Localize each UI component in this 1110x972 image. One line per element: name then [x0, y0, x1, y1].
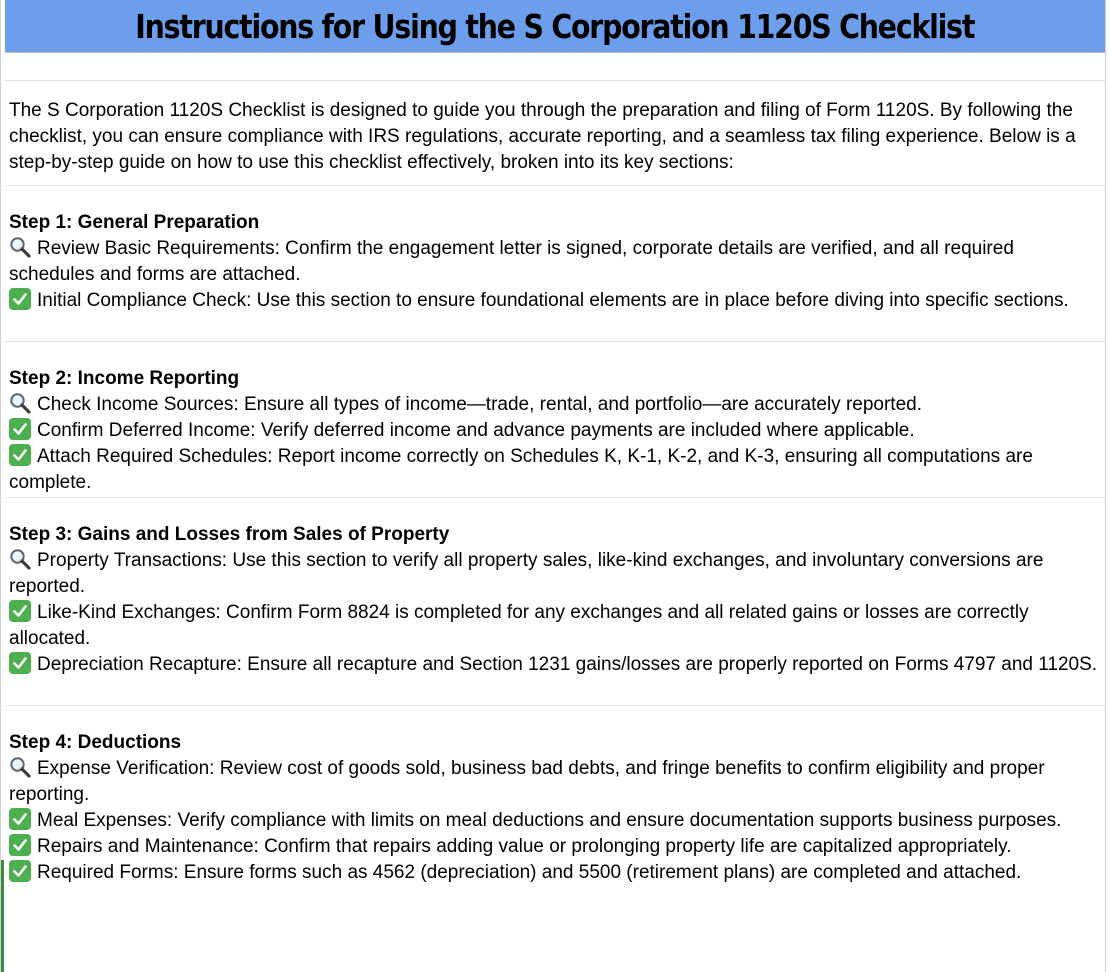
checkmark-icon [9, 860, 31, 882]
list-item [9, 288, 1103, 314]
list-item [9, 652, 1103, 678]
checkmark-icon [9, 600, 31, 622]
grid-line [5, 341, 1105, 342]
step-heading: Step 3: Gains and Losses from Sales of Property [9, 524, 450, 545]
title-cell[interactable] [5, 0, 1105, 53]
checkmark-icon [9, 652, 31, 674]
page-title: Instructions for Using the S Corporation 1120S Checklist [135, 6, 975, 46]
step-heading: Step 2: Income Reporting [9, 368, 240, 389]
item-text: Depreciation Recapture: Ensure all recapture and Section 1231 gains/losses are properly reported on Forms 4797 and 1120S. [37, 654, 1098, 675]
item-text: Like-Kind Exchanges: Confirm Form 8824 is completed for any exchanges and all related gains or losses are correctly allocated. [9, 602, 1029, 649]
item-text: Expense Verification: Review cost of goods sold, business bad debts, and fringe benefits to confirm eligibility and proper reporting. [9, 758, 1045, 805]
checkmark-icon [9, 444, 31, 466]
list-item [9, 548, 1103, 600]
list-item [9, 236, 1103, 288]
item-text: Required Forms: Ensure forms such as 4562 (depreciation) and 5500 (retirement plans) are completed and attached. [37, 862, 1022, 883]
step-1-section[interactable] [9, 210, 1103, 314]
magnifier-icon [9, 548, 31, 570]
magnifier-icon [9, 236, 31, 258]
checkmark-icon [9, 834, 31, 856]
list-item [9, 834, 1103, 860]
grid-line [5, 80, 1105, 81]
item-text: Check Income Sources: Ensure all types of income—trade, rental, and portfolio—are accurately reported. [37, 394, 922, 415]
checkmark-icon [9, 288, 31, 310]
step-3-section[interactable] [9, 522, 1103, 678]
list-item [9, 756, 1103, 808]
step-4-section[interactable] [9, 730, 1103, 886]
grid-line [5, 497, 1105, 498]
magnifier-icon [9, 756, 31, 778]
magnifier-icon [9, 392, 31, 414]
item-text: Confirm Deferred Income: Verify deferred income and advance payments are included where applicable. [37, 420, 915, 441]
list-item [9, 860, 1103, 886]
step-2-section[interactable] [9, 366, 1103, 496]
checkmark-icon [9, 808, 31, 830]
list-item [9, 444, 1103, 496]
item-text: Repairs and Maintenance: Confirm that repairs adding value or prolonging property life are capitalized appropriately. [37, 836, 1012, 857]
selection-edge [1, 860, 4, 972]
item-text: Attach Required Schedules: Report income correctly on Schedules K, K-1, K-2, and K-3, ensuring all computations are complete. [9, 446, 1033, 493]
checkmark-icon [9, 418, 31, 440]
item-text: Property Transactions: Use this section to verify all property sales, like-kind exchanges, and involuntary conversions are reported. [9, 550, 1044, 597]
item-text: Meal Expenses: Verify compliance with limits on meal deductions and ensure documentation supports business purposes. [37, 810, 1062, 831]
list-item [9, 600, 1103, 652]
step-heading: Step 1: General Preparation [9, 212, 260, 233]
list-item [9, 392, 1103, 418]
list-item [9, 418, 1103, 444]
grid-line [5, 185, 1105, 186]
intro-paragraph[interactable]: The S Corporation 1120S Checklist is designed to guide you through the preparation and filing of Form 1120S. By following the checklist, you can ensure compliance with IRS regulations, accurate reporting, and a seamless tax filing experience. Below is a step-by-step guide on how to use this checklist effectively, broken into its key sections: [9, 100, 1076, 173]
grid-line [5, 705, 1105, 706]
list-item [9, 808, 1103, 834]
step-heading: Step 4: Deductions [9, 732, 182, 753]
item-text: Initial Compliance Check: Use this section to ensure foundational elements are in place before diving into specific sections. [37, 290, 1069, 311]
item-text: Review Basic Requirements: Confirm the engagement letter is signed, corporate details are verified, and all required schedules and forms are attached. [9, 238, 1014, 285]
